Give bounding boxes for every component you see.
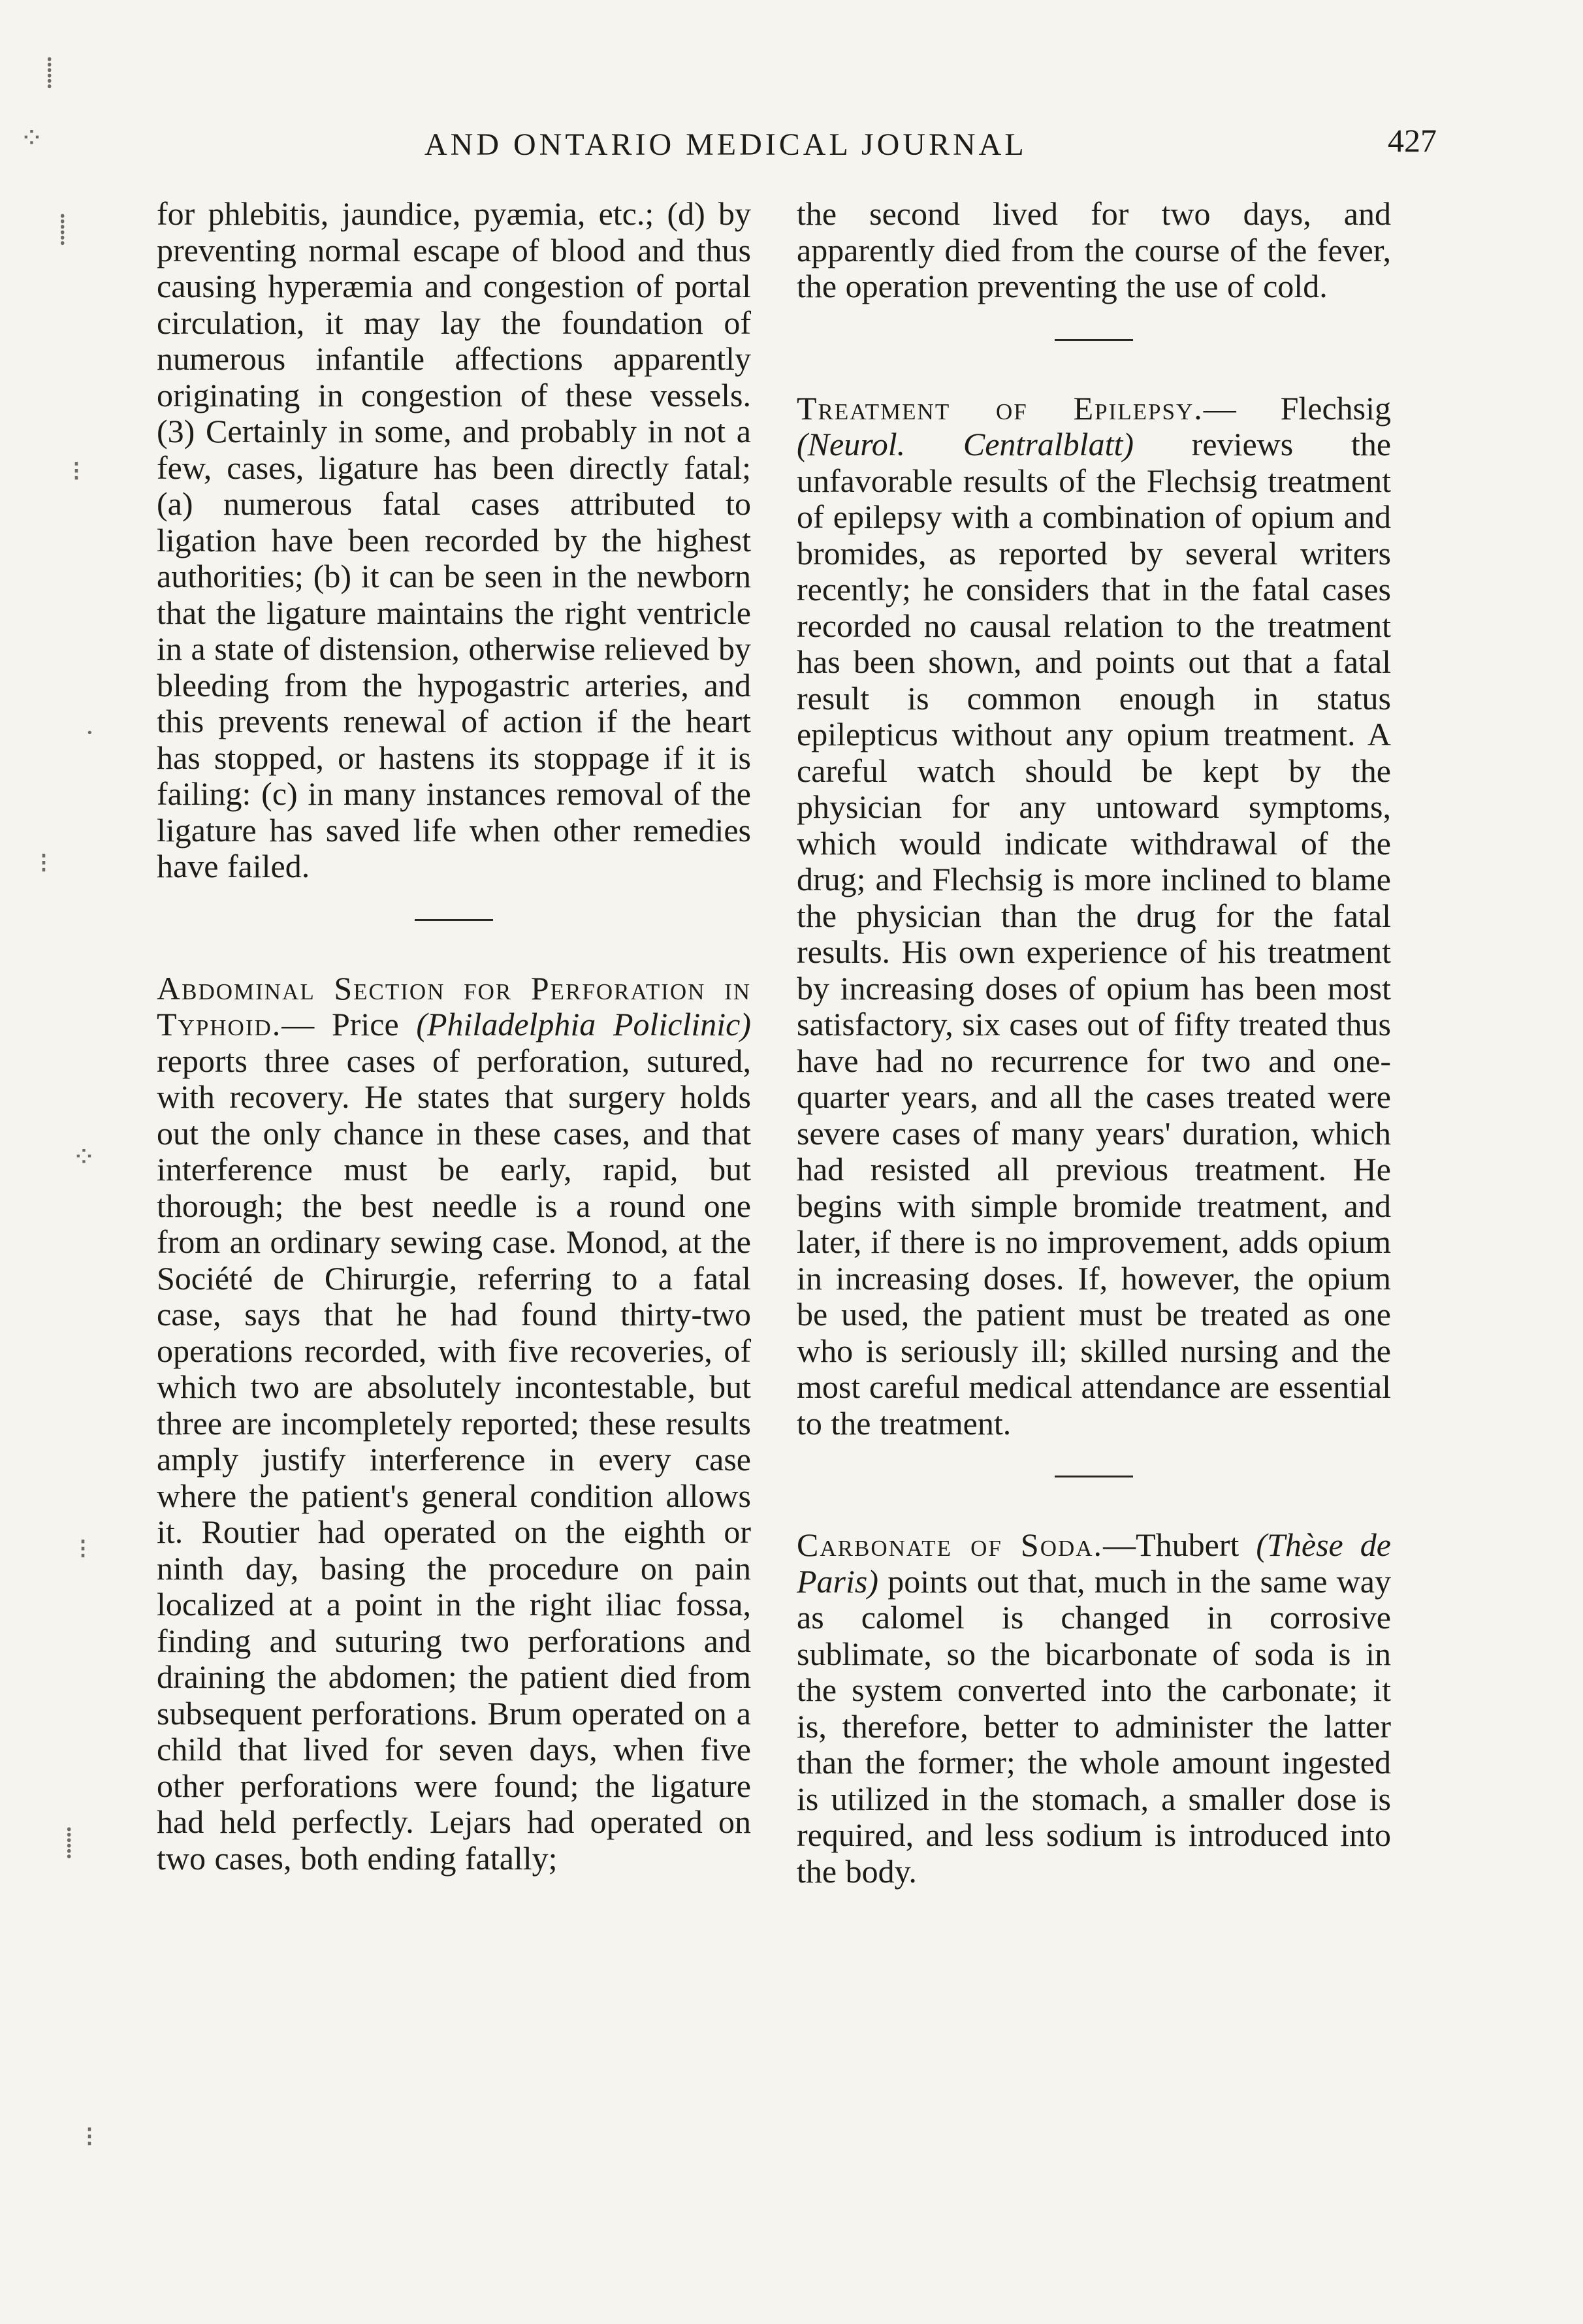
paragraph-continued: the second lived for two days, and apparently died from the course of the fever, the operation preventing the use of cold. (797, 195, 1391, 304)
article-source: (Neurol. Centralblatt) (797, 426, 1134, 462)
section-divider (1055, 1476, 1133, 1477)
article-heading: Carbonate of Soda. (797, 1526, 1104, 1563)
article-heading: Abdominal Section for Perforation in Typhoid. (157, 969, 751, 1042)
article-body: reports three cases of perforation, sutured, with recovery. He states that surgery holds out the only chance in these cases, and that interference must be early, rapid, but thorough; the best needle is a round one from an ordinary sewing case. Monod, at the Société de Chirurgie, referring to a fatal case, says that he had found thirty-two operations recorded, with five recoveries, of which two are absolutely incontestable, but three are incompletely reported; these results amply justify interference in every case where the patient's general condition allows it. Routier had operated on the eighth or ninth day, basing the procedure on pain localized at a point in the right iliac fossa, finding and suturing two perforations and draining the abdomen; the patient died from subsequent perforations. Brum operated on a child that lived for seven days, when five other perforations were found; the ligature had held perfectly. Lejars had operated on two cases, both ending fatally; (157, 1042, 751, 1877)
heading-dash: —Thubert (1103, 1526, 1256, 1563)
page-number: 427 (1388, 122, 1437, 159)
right-column (797, 196, 1391, 1890)
article-epilepsy (797, 391, 1391, 1442)
page-header (157, 118, 1437, 176)
running-title: AND ONTARIO MEDICAL JOURNAL (424, 127, 1027, 162)
article-source: (Philadelphia Policlinic) (416, 1006, 751, 1042)
margin-scan-marks: ⸽ ⁘ ⸽ ⁝ · ⁝ ⁘ ⁝ ⸽ ⁝ (20, 57, 96, 2153)
article-heading: Treatment of Epilepsy. (797, 389, 1204, 427)
left-column (157, 196, 751, 1877)
article-abdominal-section (157, 971, 751, 1877)
article-carbonate-soda (797, 1527, 1391, 1890)
article-body: points out that, much in the same way as calomel is changed in corrosive sublimate, so the bicarbonate of soda is in the system converted into the carbonate; it is, therefore, better to administer the latter than the former; the whole amount ingested is utilized in the stomach, a smaller dose is required, and less sodium is introduced into the body. (797, 1562, 1391, 1890)
heading-dash: — Flechsig (1203, 389, 1391, 427)
section-divider (1055, 339, 1133, 341)
section-divider (415, 919, 493, 921)
heading-dash: — Price (281, 1006, 417, 1042)
article-body: reviews the unfavorable results of the Flechsig treatment of epilepsy with a combination of opium and bromides, as reported by several writers recently; he considers that in the fatal cases recorded no causal relation to the treatment has been shown, and points out that a fatal result is common enough in status epilepticus without any opium treatment. A careful watch should be kept by the physician for any untoward symptoms, which would indicate withdrawal of the drug; and Flechsig is more inclined to blame the physician than the drug for the fatal results. His own experience of his treatment by increasing doses of opium has been most satisfactory, six cases out of fifty treated thus have had no recurrence for two and one-quarter years, and all the cases treated were severe cases of many years' duration, which had resisted all previous treatment. He begins with simple bromide treatment, and later, if there is no improvement, adds opium in increasing doses. If, however, the opium be used, the patient must be treated as one who is seriously ill; skilled nursing and the most careful medical attendance are essential to the treatment. (797, 426, 1392, 1442)
paragraph-continued: for phlebitis, jaundice, pyæmia, etc.; (d) by preventing normal escape of blood and thus causing hyperæmia and congestion of portal circulation, it may lay the foundation of numerous infantile affections apparently originating in congestion of these vessels. (3) Certainly in some, and probably in not a few, cases, ligature has been directly fatal; (a) numerous fatal cases attributed to ligation have been recorded by the highest authorities; (b) it can be seen in the newborn that the ligature maintains the right ventricle in a state of distension, otherwise relieved by bleeding from the hypogastric arteries, and this prevents renewal of action if the heart has stopped, or hastens its stoppage if it is failing: (c) in many instances removal of the ligature has saved life when other remedies have failed. (157, 195, 751, 884)
article-source: (Thèse de Paris) (797, 1526, 1391, 1600)
